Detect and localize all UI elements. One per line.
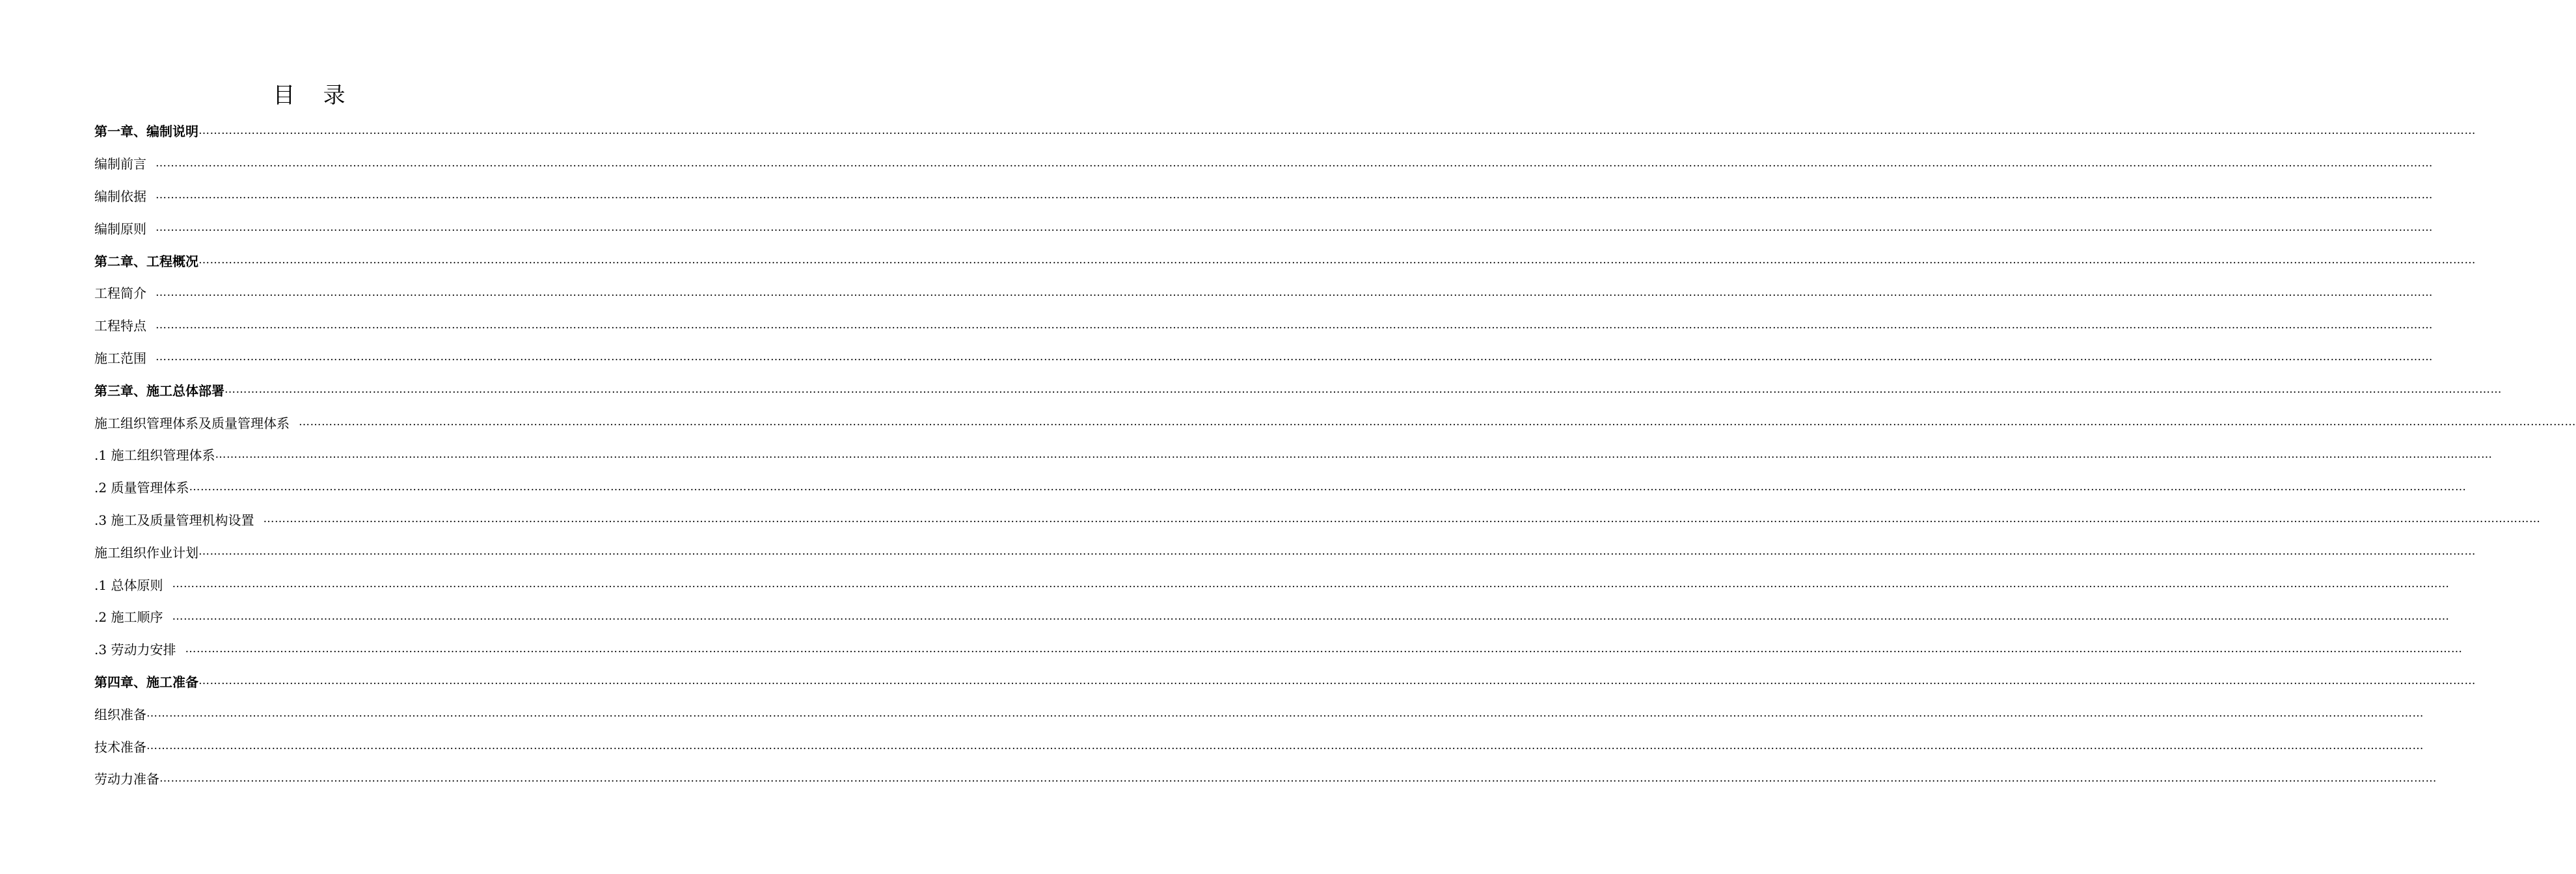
toc-section-entry[interactable] bbox=[94, 276, 2433, 309]
toc-title: 目 录 bbox=[273, 83, 346, 109]
toc-entry-label: .2 施工顺序 bbox=[94, 609, 163, 626]
toc-entry-label: 施工组织管理体系及质量管理体系 bbox=[94, 415, 290, 431]
toc-entry-label: .1 施工组织管理体系 bbox=[94, 447, 215, 464]
toc-section-entry[interactable] bbox=[94, 762, 2437, 795]
toc-section-entry[interactable] bbox=[94, 730, 2424, 762]
toc-section-entry[interactable] bbox=[94, 406, 2576, 438]
toc-entry-label: 编制依据 bbox=[94, 188, 146, 204]
toc-dot-leader: …………………………………………………………………………………………………………………………………………………………………………………………………………………………………………………………………………………………………………………………………………………………………………………………………………………………………………………………………………………………………………………………………………………… bbox=[156, 318, 2433, 332]
toc-chapter-entry[interactable] bbox=[94, 373, 2502, 406]
toc-chapter-entry[interactable] bbox=[94, 244, 2476, 276]
toc-entry-label: 劳动力准备 bbox=[94, 771, 159, 788]
toc-section-entry[interactable] bbox=[94, 471, 2467, 503]
toc-section-entry[interactable] bbox=[94, 568, 2450, 600]
toc-section-entry[interactable] bbox=[94, 438, 2493, 471]
toc-entry-label: 施工组织作业计划 bbox=[94, 544, 198, 561]
toc-entry-label: 第二章、工程概况 bbox=[94, 253, 198, 269]
toc-dot-leader: …………………………………………………………………………………………………………………………………………………………………………………………………………………………………………………………………………………………………………………………………………………………………………………………………………………………………………………………………………………………………………………………………………………… bbox=[299, 416, 2576, 429]
toc-dot-leader: …………………………………………………………………………………………………………………………………………………………………………………………………………………………………………………………………………………………………………………………………………………………………………………………………………………………………………………………………………………………………………………………………………………… bbox=[156, 285, 2433, 299]
toc-entry-label: .3 劳动力安排 bbox=[94, 642, 176, 658]
toc-entry-label: .1 总体原则 bbox=[94, 577, 163, 593]
toc-section-entry[interactable] bbox=[94, 600, 2450, 633]
toc-dot-leader: …………………………………………………………………………………………………………………………………………………………………………………………………………………………………………………………………………………………………………………………………………………………………………………………………………………………………………………………………………………………………………………………………………………… bbox=[215, 447, 2493, 461]
toc-entry-label: 组织准备 bbox=[94, 706, 146, 722]
toc-entry-label: 工程特点 bbox=[94, 318, 146, 334]
toc-section-entry[interactable] bbox=[94, 633, 2463, 665]
toc-dot-leader: …………………………………………………………………………………………………………………………………………………………………………………………………………………………………………………………………………………………………………………………………………………………………………………………………………………………………………………………………………………………………………………………………………………… bbox=[146, 739, 2424, 753]
toc-entry-label: .2 质量管理体系 bbox=[94, 480, 189, 496]
toc-entry-label: 第一章、编制说明 bbox=[94, 124, 198, 140]
toc-entry-label: 第三章、施工总体部署 bbox=[94, 382, 224, 399]
toc-section-entry[interactable] bbox=[94, 211, 2433, 244]
toc-section-entry[interactable] bbox=[94, 309, 2433, 341]
toc-dot-leader: …………………………………………………………………………………………………………………………………………………………………………………………………………………………………………………………………………………………………………………………………………………………………………………………………………………………………………………………………………………………………………………………………………………… bbox=[189, 480, 2467, 494]
toc-dot-leader: …………………………………………………………………………………………………………………………………………………………………………………………………………………………………………………………………………………………………………………………………………………………………………………………………………………………………………………………………………………………………………………………………………………… bbox=[156, 189, 2433, 202]
toc-entry-label: 工程简介 bbox=[94, 285, 146, 302]
toc-entry-label: 技术准备 bbox=[94, 739, 146, 755]
toc-dot-leader: …………………………………………………………………………………………………………………………………………………………………………………………………………………………………………………………………………………………………………………………………………………………………………………………………………………………………………………………………………………………………………………………………………………… bbox=[198, 254, 2476, 267]
toc-chapter-entry[interactable] bbox=[94, 114, 2476, 147]
toc-dot-leader: …………………………………………………………………………………………………………………………………………………………………………………………………………………………………………………………………………………………………………………………………………………………………………………………………………………………………………………………………………………………………………………………………………………… bbox=[185, 642, 2463, 656]
toc-dot-leader: …………………………………………………………………………………………………………………………………………………………………………………………………………………………………………………………………………………………………………………………………………………………………………………………………………………………………………………………………………………………………………………………………………………… bbox=[198, 674, 2476, 688]
toc-dot-leader: …………………………………………………………………………………………………………………………………………………………………………………………………………………………………………………………………………………………………………………………………………………………………………………………………………………………………………………………………………………………………………………………………………………… bbox=[263, 512, 2541, 526]
toc-dot-leader: …………………………………………………………………………………………………………………………………………………………………………………………………………………………………………………………………………………………………………………………………………………………………………………………………………………………………………………………………………………………………………………………………………………… bbox=[198, 545, 2476, 559]
toc-chapter-entry[interactable] bbox=[94, 665, 2476, 698]
toc-section-entry[interactable] bbox=[94, 503, 2541, 536]
toc-dot-leader: …………………………………………………………………………………………………………………………………………………………………………………………………………………………………………………………………………………………………………………………………………………………………………………………………………………………………………………………………………………………………………………………………………………… bbox=[156, 221, 2433, 235]
toc-list bbox=[94, 114, 2576, 795]
toc-section-entry[interactable] bbox=[94, 179, 2433, 212]
toc-dot-leader: …………………………………………………………………………………………………………………………………………………………………………………………………………………………………………………………………………………………………………………………………………………………………………………………………………………………………………………………………………………………………………………………………………………… bbox=[198, 124, 2476, 137]
toc-section-entry[interactable] bbox=[94, 341, 2433, 374]
toc-entry-label: 第四章、施工准备 bbox=[94, 674, 198, 690]
toc-section-entry[interactable] bbox=[94, 535, 2476, 568]
toc-dot-leader: …………………………………………………………………………………………………………………………………………………………………………………………………………………………………………………………………………………………………………………………………………………………………………………………………………………………………………………………………………………………………………………………………………………… bbox=[159, 771, 2437, 785]
toc-dot-leader: …………………………………………………………………………………………………………………………………………………………………………………………………………………………………………………………………………………………………………………………………………………………………………………………………………………………………………………………………………………………………………………………………………………… bbox=[172, 609, 2450, 623]
toc-dot-leader: …………………………………………………………………………………………………………………………………………………………………………………………………………………………………………………………………………………………………………………………………………………………………………………………………………………………………………………………………………………………………………………………………………………… bbox=[146, 707, 2424, 721]
toc-section-entry[interactable] bbox=[94, 147, 2433, 179]
toc-entry-label: 编制前言 bbox=[94, 156, 146, 172]
toc-dot-leader: …………………………………………………………………………………………………………………………………………………………………………………………………………………………………………………………………………………………………………………………………………………………………………………………………………………………………………………………………………………………………………………………………………………… bbox=[156, 156, 2433, 170]
toc-entry-label: .3 施工及质量管理机构设置 bbox=[94, 512, 254, 528]
toc-dot-leader: …………………………………………………………………………………………………………………………………………………………………………………………………………………………………………………………………………………………………………………………………………………………………………………………………………………………………………………………………………………………………………………………………………………… bbox=[172, 577, 2450, 591]
toc-dot-leader: …………………………………………………………………………………………………………………………………………………………………………………………………………………………………………………………………………………………………………………………………………………………………………………………………………………………………………………………………………………………………………………………………………………… bbox=[224, 383, 2502, 397]
toc-dot-leader: …………………………………………………………………………………………………………………………………………………………………………………………………………………………………………………………………………………………………………………………………………………………………………………………………………………………………………………………………………………………………………………………………………………… bbox=[156, 351, 2433, 364]
toc-entry-label: 编制原则 bbox=[94, 220, 146, 237]
toc-section-entry[interactable] bbox=[94, 697, 2424, 730]
toc-entry-label: 施工范围 bbox=[94, 350, 146, 366]
